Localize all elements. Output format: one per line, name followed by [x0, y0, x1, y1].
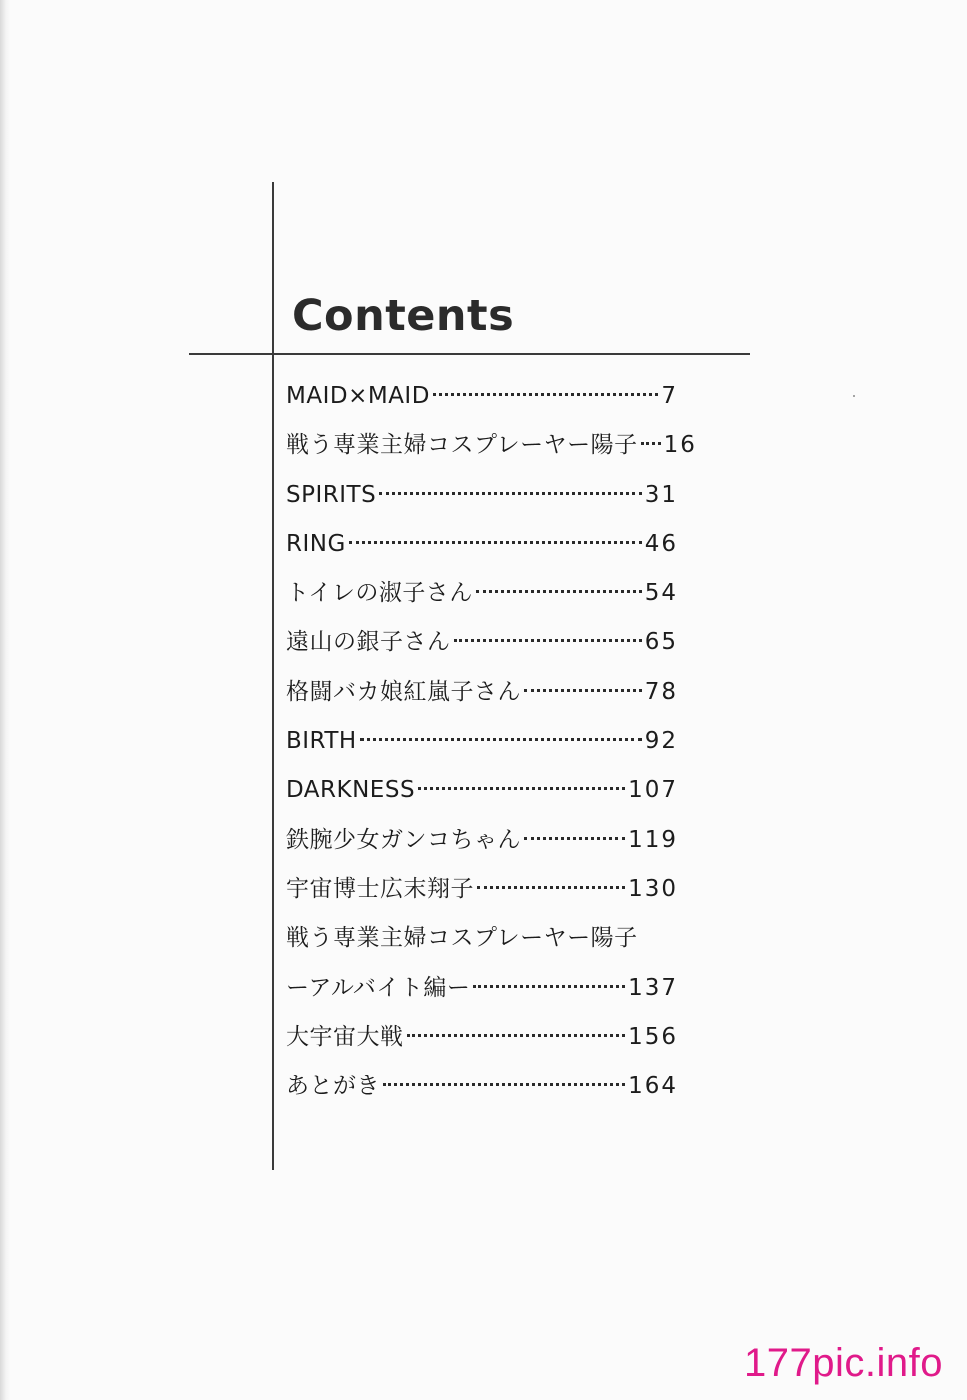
toc-entry — [286, 475, 678, 524]
toc-page-number: 164 — [628, 1073, 678, 1100]
toc-entry — [286, 573, 678, 622]
toc-entry-title: トイレの淑子さん — [286, 580, 473, 607]
toc-entry — [286, 524, 678, 573]
horizontal-rule — [189, 353, 750, 355]
toc-entry-title: MAID×MAID — [286, 383, 430, 409]
toc-entry-title: 格闘バカ娘紅嵐子さん — [286, 678, 521, 705]
toc-entry-title: SPIRITS — [286, 481, 377, 508]
toc-dot-leader — [383, 1083, 625, 1086]
toc-dot-leader — [476, 590, 642, 593]
toc-dot-leader — [454, 639, 642, 642]
toc-dot-leader — [379, 492, 642, 495]
toc-entry-title: あとがき — [286, 1073, 380, 1100]
toc-dot-leader — [477, 886, 625, 889]
toc-dot-leader — [433, 393, 658, 396]
toc-page-number: 130 — [628, 875, 678, 902]
vertical-rule — [272, 182, 274, 1170]
toc-entry — [286, 622, 678, 671]
toc-page-number: 46 — [644, 530, 678, 557]
toc-dot-leader — [524, 689, 642, 692]
toc-page-number: 107 — [628, 777, 678, 804]
page-title: Contents — [292, 291, 515, 341]
toc-entry — [286, 770, 678, 819]
toc-entry-title: 鉄腕少女ガンコちゃん — [286, 826, 521, 853]
toc-dot-leader — [641, 442, 661, 445]
toc-entry-title: 戦う専業主婦コスプレーヤー陽子 — [286, 925, 638, 952]
toc-page-number: 16 — [663, 432, 697, 459]
toc-dot-leader — [407, 1034, 626, 1037]
toc-dot-leader — [473, 985, 625, 988]
toc-entry-title: DARKNESS — [286, 777, 416, 804]
scan-edge — [0, 0, 10, 1400]
toc-entry-title: 大宇宙大戦 — [286, 1023, 404, 1050]
toc-entry-title: 遠山の銀子さん — [286, 629, 451, 656]
toc-page-number: 137 — [628, 974, 678, 1001]
toc-page-number: 54 — [644, 580, 678, 607]
toc-entry — [286, 376, 678, 425]
toc-page-number: 119 — [628, 826, 678, 853]
toc-entry — [286, 918, 678, 967]
toc-entry-title: RING — [286, 530, 346, 557]
watermark: 177pic.info — [744, 1341, 943, 1385]
toc-entry — [286, 672, 678, 721]
toc-page-number: 7 — [661, 383, 678, 409]
toc-entry-title: 宇宙博士広末翔子 — [286, 875, 474, 902]
toc-entry-title: ーアルバイト編ー — [286, 974, 471, 1001]
toc-entry — [286, 1066, 678, 1115]
toc-page-number: 31 — [644, 481, 678, 508]
toc-dot-leader — [349, 541, 642, 544]
toc-entry-title: BIRTH — [286, 728, 357, 755]
toc-entry — [286, 1017, 678, 1066]
toc-entry — [286, 968, 678, 1017]
toc-page-number: 92 — [644, 728, 678, 755]
toc-entry — [286, 721, 678, 770]
toc-entry-title: 戦う専業主婦コスプレーヤー陽子 — [286, 432, 638, 459]
toc-entry — [286, 869, 678, 918]
toc-dot-leader — [418, 787, 625, 790]
toc-entry — [286, 425, 697, 474]
scan-speck — [853, 395, 855, 397]
toc-page-number: 156 — [628, 1023, 678, 1050]
toc-entry — [286, 820, 678, 869]
toc-dot-leader — [524, 837, 625, 840]
toc-dot-leader — [360, 738, 642, 741]
toc-page-number: 78 — [644, 678, 678, 705]
table-of-contents — [286, 376, 697, 1115]
toc-page-number: 65 — [644, 629, 678, 656]
